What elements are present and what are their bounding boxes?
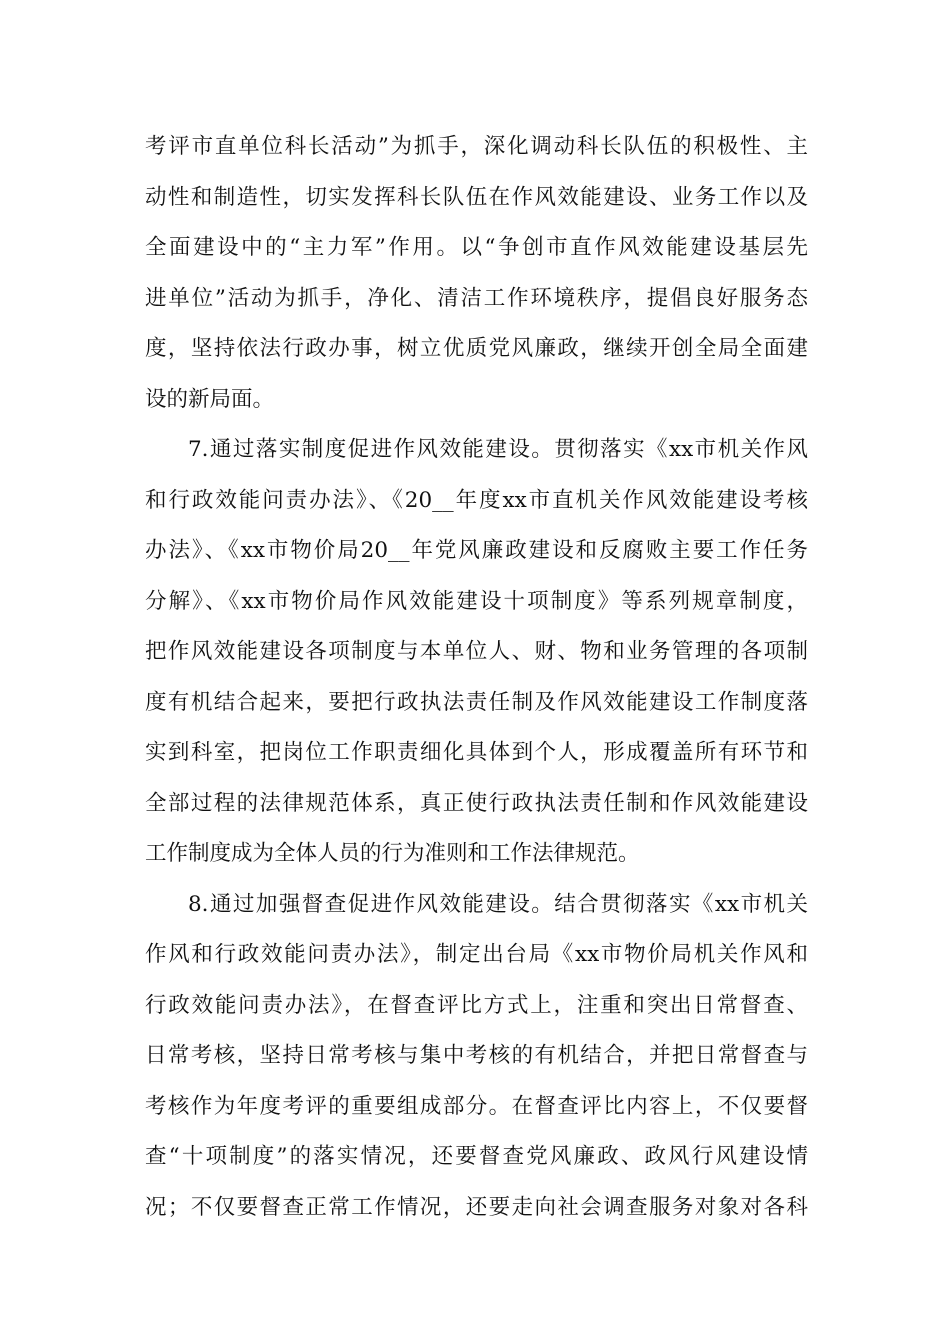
text-line: 查“十项制度”的落实情况，还要督查党风廉政、政风行风建设情 [145, 1144, 808, 1169]
text-line: 工作制度成为全体人员的行为准则和工作法律规范。 [145, 841, 640, 866]
paragraph-first-line: 7.通过落实制度促进作风效能建设。贯彻落实《xx市机关作风 [188, 437, 808, 462]
text-line: 动性和制造性，切实发挥科长队伍在作风效能建设、业务工作以及 [145, 184, 808, 210]
text-line: 把作风效能建设各项制度与本单位人、财、物和业务管理的各项制 [145, 639, 808, 664]
text-line: 考核作为年度考评的重要组成部分。在督查评比内容上，不仅要督 [145, 1093, 808, 1119]
document-body [145, 122, 808, 1233]
text-line: 实到科室，把岗位工作职责细化具体到个人，形成覆盖所有环节和 [145, 740, 808, 765]
text-line: 和行政效能问责办法》、《20__年度xx市直机关作风效能建设考核 [145, 487, 808, 513]
text-line: 考评市直单位科长活动”为抓手，深化调动科长队伍的积极性、主 [145, 134, 808, 159]
text-line: 日常考核，坚持日常考核与集中考核的有机结合，并把日常督查与 [145, 1043, 808, 1068]
text-line: 行政效能问责办法》，在督查评比方式上，注重和突出日常督查、 [145, 992, 808, 1018]
text-line: 度，坚持依法行政办事，树立优质党风廉政，继续开创全局全面建 [145, 336, 808, 361]
text-line: 作风和行政效能问责办法》，制定出台局《xx市物价局机关作风和 [145, 942, 808, 967]
text-line: 进单位”活动为抓手，净化、清洁工作环境秩序，提倡良好服务态 [145, 285, 808, 311]
text-line: 全部过程的法律规范体系，真正使行政执法责任制和作风效能建设 [145, 790, 808, 816]
text-line: 全面建设中的“主力军”作用。以“争创市直作风效能建设基层先 [145, 235, 808, 260]
text-line: 度有机结合起来，要把行政执法责任制及作风效能建设工作制度落 [145, 689, 808, 715]
text-line: 分解》、《xx市物价局作风效能建设十项制度》等系列规章制度， [145, 588, 808, 614]
paragraph-first-line: 8.通过加强督查促进作风效能建设。结合贯彻落实《xx市机关 [188, 891, 808, 917]
text-line: 办法》、《xx市物价局20__年党风廉政建设和反腐败主要工作任务 [145, 538, 808, 563]
text-line: 设的新局面。 [145, 386, 275, 412]
text-line: 况；不仅要督查正常工作情况，还要走向社会调查服务对象对各科 [145, 1194, 808, 1220]
